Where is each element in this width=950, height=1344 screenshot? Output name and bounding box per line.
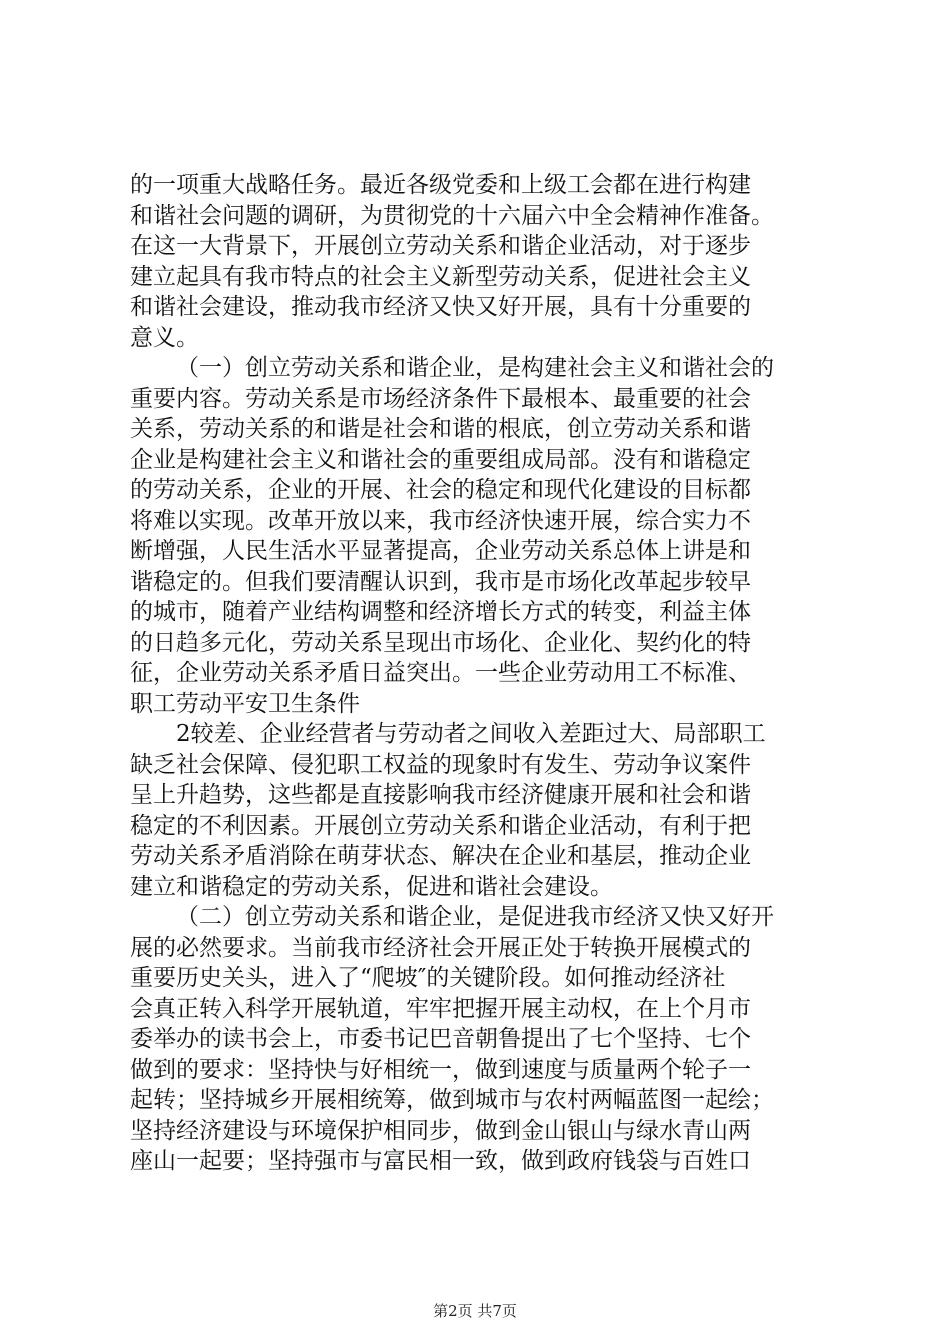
text-line: 会真正转入科学开展轨道，牢牢把握开展主动权，在上个月市 [130,995,751,1022]
text-line: 的城市，随着产业结构调整和经济增长方式的转变，利益主体 [130,599,751,625]
text-line: 建立和谐稳定的劳动关系，促进和谐社会建设。 [130,873,613,900]
text-line: 劳动关系矛盾消除在萌芽状态、解决在企业和基层，推动企业 [130,843,751,869]
text-line: 的一项重大战略任务。最近各级党委和上级工会都在进行构建 [130,172,751,198]
text-line: 职工劳动平安卫生条件 [130,690,360,717]
text-line: 委举办的读书会上，市委书记巴音朝鲁提出了七个坚持、七个 [130,1026,751,1052]
text-line: 重要内容。劳动关系是市场经济条件下最根本、最重要的社会 [130,385,751,412]
paragraph-heading: （二）创立劳动关系和谐企业，是促进我市经济又快又好开 [176,904,774,930]
text-line: 的劳动关系，企业的开展、社会的稳定和现代化建设的目标都 [130,477,751,503]
text-line: 和谐社会问题的调研，为贯彻党的十六届六中全会精神作准备。 [130,202,774,229]
text-line: 断增强，人民生活水平显著提高，企业劳动关系总体上讲是和 [130,538,751,564]
text-line: 缺乏社会保障、侵犯职工权益的现象时有发生、劳动争议案件 [130,751,751,778]
text-line: 呈上升趋势，这些都是直接影响我市经济健康开展和社会和谐 [130,782,751,808]
text-line: 的日趋多元化，劳动关系呈现出市场化、企业化、契约化的特 [130,629,751,656]
text-line: 建立起具有我市特点的社会主义新型劳动关系，促进社会主义 [130,263,751,290]
text-line: 稳定的不利因素。开展创立劳动关系和谐企业活动，有利于把 [130,812,751,839]
text-line: 将难以实现。改革开放以来，我市经济快速开展，综合实力不 [130,507,751,534]
text-line: 企业是构建社会主义和谐社会的重要组成局部。没有和谐稳定 [130,446,751,473]
text-line: 谐稳定的。但我们要清醒认识到，我市是市场化改革起步较早 [130,568,751,595]
paragraph-heading: （一）创立劳动关系和谐企业，是构建社会主义和谐社会的 [176,355,774,381]
text-line: 2较差、企业经营者与劳动者之间收入差距过大、局部职工 [176,721,766,747]
body-text [130,170,830,1177]
text-line: 和谐社会建设，推动我市经济又快又好开展，具有十分重要的 [130,294,751,320]
text-line: 座山一起要；坚持强市与富民相一致，做到政府钱袋与百姓口 [130,1148,751,1174]
text-line: 做到的要求：坚持快与好相统一，做到速度与质量两个轮子一 [130,1056,751,1083]
text-line: 坚持经济建设与环境保护相同步，做到金山银山与绿水青山两 [130,1117,751,1144]
page-number-footer: 第2页 共7页 [433,1302,517,1320]
text-line: 在这一大背景下，开展创立劳动关系和谐企业活动，对于逐步 [130,233,751,259]
text-line: 展的必然要求。当前我市经济社会开展正处于转换开展模式的 [130,934,751,961]
text-line: 起转；坚持城乡开展相统筹，做到城市与农村两幅蓝图一起绘； [130,1087,774,1113]
text-line: 重要历史关头，进入了“爬坡″的关键阶段。如何推动经济社 [130,965,726,991]
text-line: 关系，劳动关系的和谐是社会和谐的根底，创立劳动关系和谐 [130,416,751,442]
text-line: 意义。 [130,324,199,351]
text-line: 征，企业劳动关系矛盾日益突出。一些企业劳动用工不标准、 [130,660,751,686]
